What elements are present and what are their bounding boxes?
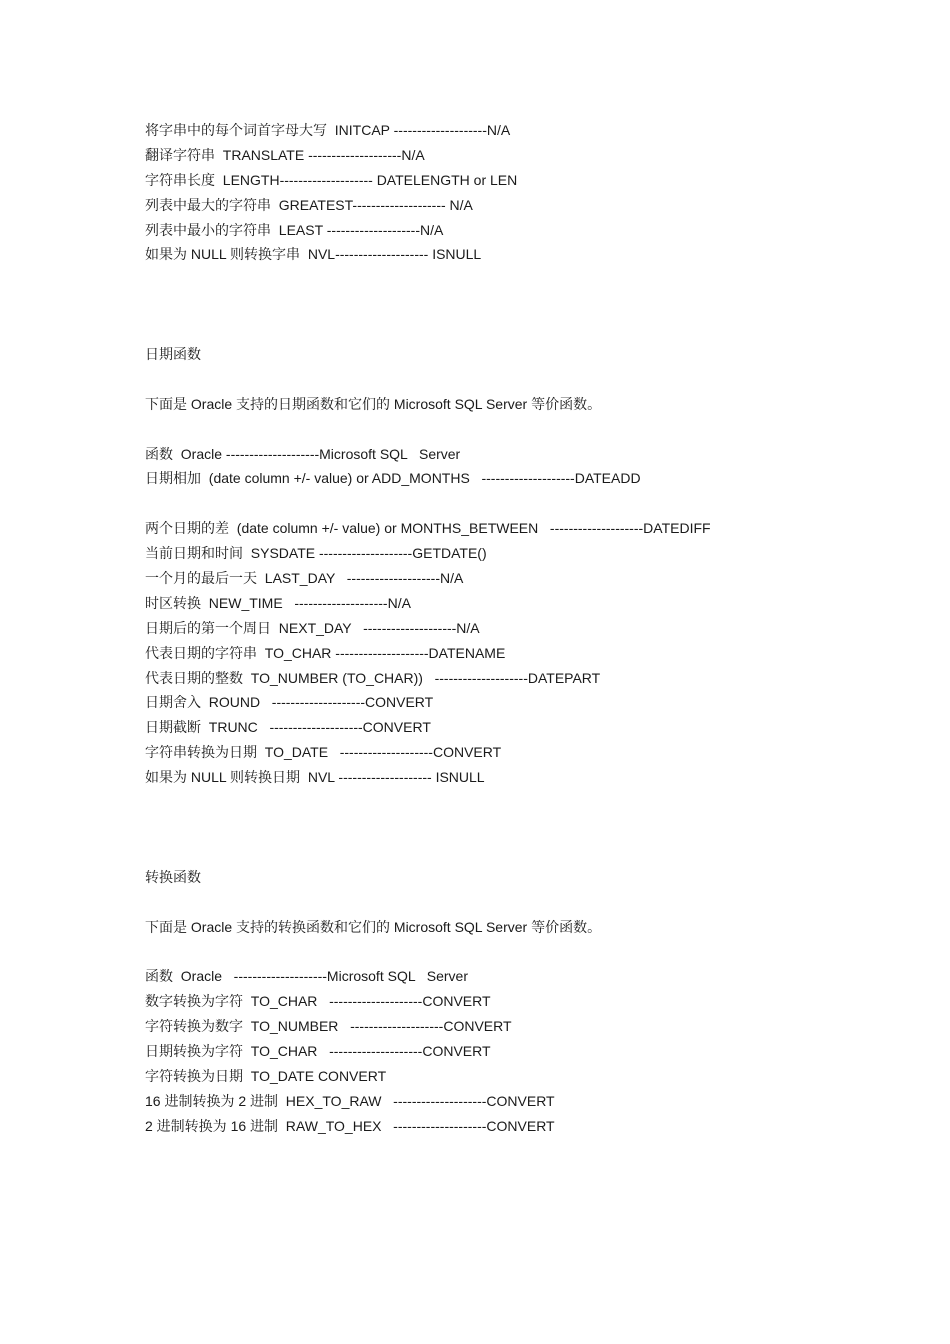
table-header-row: 函数 Oracle --------------------Microsoft SQL Server — [145, 445, 461, 462]
string-functions-list — [145, 118, 905, 267]
list-item: 列表中最大的字符串 GREATEST-------------------- N/A — [145, 196, 473, 213]
spacer — [145, 939, 905, 964]
list-item: 两个日期的差 (date column +/- value) or MONTHS_BETWEEN --------------------DATEDIFF — [145, 520, 711, 537]
spacer — [145, 815, 905, 840]
list-item: 字符串长度 LENGTH-------------------- DATELENGTH or LEN — [145, 171, 518, 188]
list-item: 列表中最小的字符串 LEAST --------------------N/A — [145, 221, 444, 238]
spacer — [145, 267, 905, 292]
section-intro: 下面是 Oracle 支持的日期函数和它们的 Microsoft SQL Server 等价函数。 — [145, 395, 602, 412]
spacer — [145, 790, 905, 815]
table-header-row: 函数 Oracle --------------------Microsoft SQL Server — [145, 968, 468, 985]
section-intro: 下面是 Oracle 支持的转换函数和它们的 Microsoft SQL Server 等价函数。 — [145, 918, 602, 935]
list-item: 代表日期的字符串 TO_CHAR --------------------DATENAME — [145, 644, 506, 661]
spacer — [145, 292, 905, 317]
list-item: 当前日期和时间 SYSDATE --------------------GETDATE() — [145, 545, 487, 562]
spacer — [145, 317, 905, 342]
list-item: 16 进制转换为 2 进制 HEX_TO_RAW --------------------CONVERT — [145, 1092, 555, 1109]
list-item: 代表日期的整数 TO_NUMBER (TO_CHAR)) --------------------DATEPART — [145, 669, 601, 686]
list-item: 日期后的第一个周日 NEXT_DAY --------------------N/A — [145, 619, 480, 636]
spacer — [145, 417, 905, 442]
list-item: 日期相加 (date column +/- value) or ADD_MONTHS --------------------DATEADD — [145, 470, 641, 487]
list-item: 数字转换为字符 TO_CHAR --------------------CONVERT — [145, 993, 491, 1010]
list-item: 日期转换为字符 TO_CHAR --------------------CONVERT — [145, 1042, 491, 1059]
spacer — [145, 840, 905, 865]
spacer — [145, 890, 905, 915]
list-item: 一个月的最后一天 LAST_DAY --------------------N/A — [145, 570, 464, 587]
section-heading: 转换函数 — [145, 868, 201, 885]
list-item: 字符串转换为日期 TO_DATE --------------------CONVERT — [145, 744, 502, 761]
list-item: 将字串中的每个词首字母大写 INITCAP --------------------N/A — [145, 122, 511, 138]
list-item: 2 进制转换为 16 进制 RAW_TO_HEX --------------------CONVERT — [145, 1117, 555, 1134]
date-functions-section — [145, 342, 905, 790]
list-item: 翻译字符串 TRANSLATE --------------------N/A — [145, 146, 425, 163]
list-item: 字符转换为日期 TO_DATE CONVERT — [145, 1067, 387, 1084]
spacer — [145, 491, 905, 516]
list-item: 字符转换为数字 TO_NUMBER --------------------CONVERT — [145, 1018, 512, 1035]
list-item: 时区转换 NEW_TIME --------------------N/A — [145, 594, 411, 611]
list-item: 日期舍入 ROUND --------------------CONVERT — [145, 694, 434, 711]
document-page — [145, 118, 905, 1139]
list-item: 日期截断 TRUNC --------------------CONVERT — [145, 719, 431, 736]
list-item: 如果为 NULL 则转换字串 NVL-------------------- ISNULL — [145, 246, 482, 263]
list-item: 如果为 NULL 则转换日期 NVL -------------------- ISNULL — [145, 769, 485, 786]
spacer — [145, 367, 905, 392]
section-heading: 日期函数 — [145, 346, 201, 363]
conversion-functions-section — [145, 865, 905, 1139]
